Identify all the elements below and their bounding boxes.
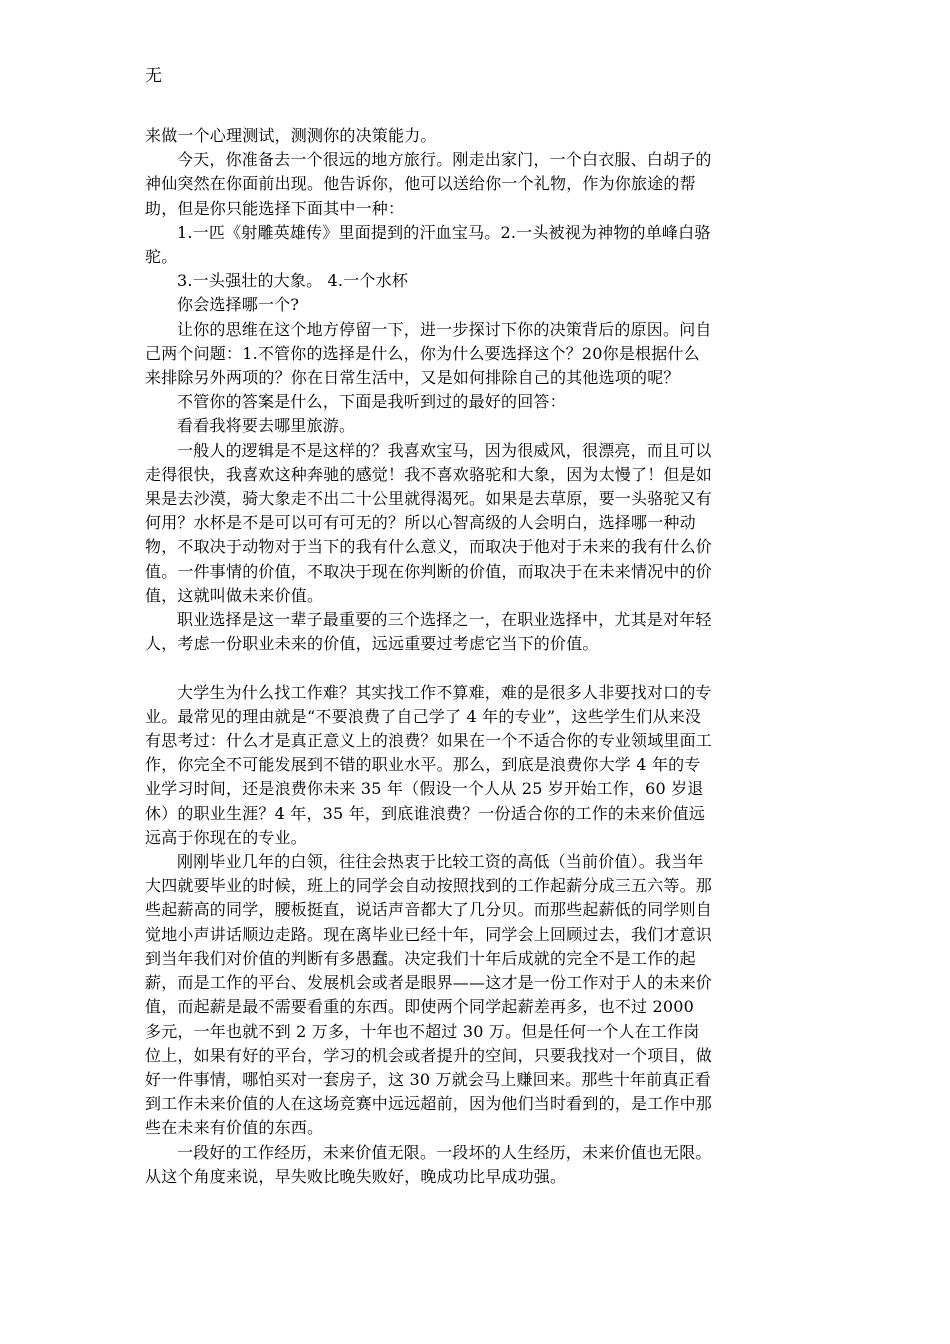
paragraph-spacer [145,656,715,680]
paragraph-conclusion: 一段好的工作经历，未来价值无限。一段坏的人生经历，未来价值也无限。从这个角度来说，早失败比晚失败好，晚成功比早成功强。 [145,1142,712,1186]
paragraph-options-2: 3.一头强壮的大象。 4.一个水杯 [177,271,409,291]
paragraph-answer: 看看我将要去哪里旅游。 [177,416,356,436]
paragraph-scenario: 今天，你准备去一个很远的地方旅行。刚走出家门，一个白衣服、白胡子的神仙突然在你面前出现。他告诉你，他可以送给你一个礼物，作为你旅途的帮助，但是你只能选择下面其中一种： [145,150,712,218]
paragraph-students: 大学生为什么找工作难？其实找工作不算难，难的是很多人非要找对口的专业。最常见的理由就是“不要浪费了自己学了 4 年的专业”，这些学生们从来没有思考过：什么才是真正意义上的浪费？如果在一个不适合你的专业领域里面工作，你完全不可能发展到不错的职业水平。那么，到底是浪费你大学 4 年的专业学习时间，还是浪费你未来 35 年（假设一个人从 25 岁开始工作，60 岁退休）的职业生涯？4 年，35 年，到底谁浪费？一份适合你的工作的未来价值远远高于你现在的专业。 [145,682,713,847]
paragraph-logic: 一般人的逻辑是不是这样的？我喜欢宝马，因为很威风，很漂亮，而且可以走得很快，我喜欢这种奔驰的感觉！我不喜欢骆驼和大象，因为太慢了！但是如果是去沙漠，骑大象走不出二十公里就得渴死。如果是去草原，要一头骆驼又有何用？水杯是不是可以可有可无的？所以心智高级的人会明白，选择哪一种动物，不取决于动物对于当下的我有什么意义，而取决于他对于未来的我有什么价值。一件事情的价值，不取决于现在你判断的价值，而取决于在未来情况中的价值，这就叫做未来价值。 [145,440,713,605]
paragraph-answer-intro: 不管你的答案是什么，下面是我听到过的最好的回答： [177,392,566,412]
paragraph-reflection: 让你的思维在这个地方停留一下，进一步探讨下你的决策背后的原因。问自己两个问题：1.不管你的选择是什么，你为什么要选择这个？20你是根据什么来排除另外两项的？你在日常生活中，又是如何排除自己的其他选项的呢？ [145,319,712,388]
header-mark: 无 [145,66,162,86]
paragraph-options-1: 1.一匹《射雕英雄传》里面提到的汗血宝马。2.一头被视为神物的单峰白骆驼。 [145,222,711,267]
document-body [145,124,715,1189]
paragraph-white-collar: 刚刚毕业几年的白领，往往会热衷于比较工资的高低（当前价值）。我当年大四就要毕业的时候，班上的同学会自动按照找到的工作起薪分成三五六等。那些起薪高的同学，腰板挺直，说话声音都大了几分贝。而那些起薪低的同学则自觉地小声讲话顺边走路。现在离毕业已经十年，同学会上回顾过去，我们才意识到当年我们对价值的判断有多愚蠢。决定我们十年后成就的完全不是工作的起薪，而是工作的平台、发展机会或者是眼界——这才是一份工作对于人的未来价值，而起薪是最不需要看重的东西。即使两个同学起薪差再多，也不过 2000 多元，一年也就不到 2 万多，十年也不超过 30 万。但是任何一个人在工作岗位上，如果有好的平台，学习的机会或者提升的空间，只要我找对一个项目，做好一件事情，哪怕买对一套房子，这 30 万就会马上赚回来。那些十年前真正看到工作未来价值的人在这场竞赛中远远超前，因为他们当时看到的，是工作中那些在未来有价值的东西。 [145,852,713,1138]
paragraph-career-choice: 职业选择是这一辈子最重要的三个选择之一，在职业选择中，尤其是对年轻人，考虑一份职业未来的价值，远远重要过考虑它当下的价值。 [145,610,712,654]
paragraph-intro: 来做一个心理测试，测测你的决策能力。 [145,126,437,145]
paragraph-question: 你会选择哪一个? [177,295,300,315]
